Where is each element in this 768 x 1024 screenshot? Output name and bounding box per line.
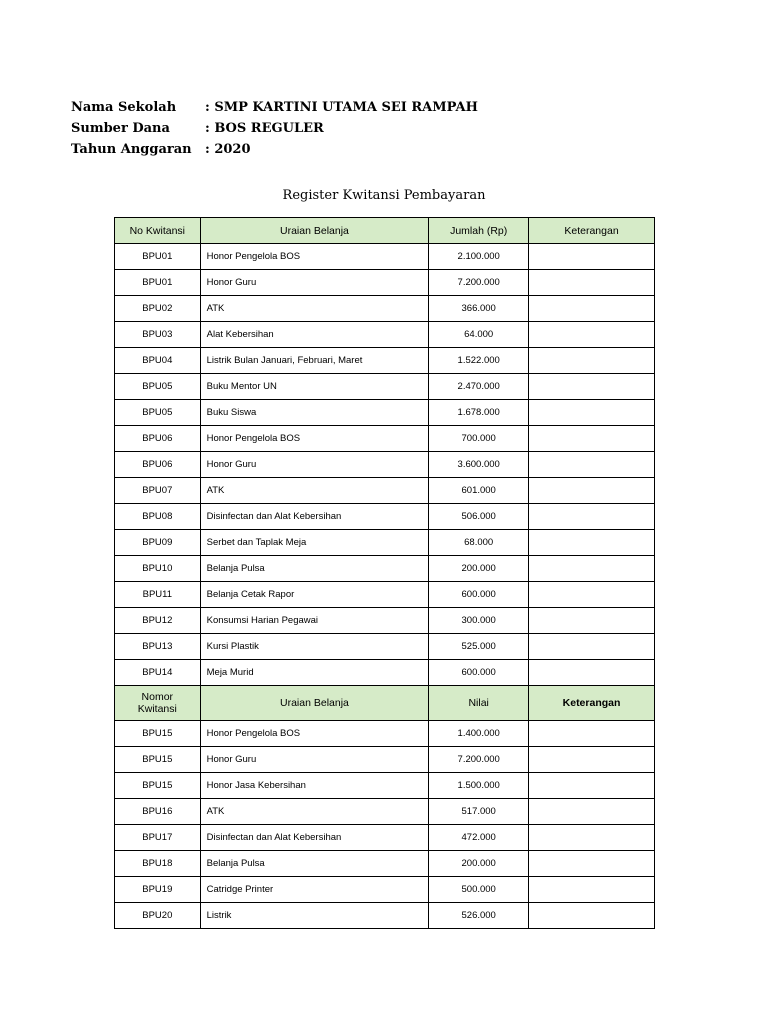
cell-receipt-no: BPU01 (115, 270, 201, 296)
cell-description: Listrik (200, 903, 429, 929)
info-row-year (71, 139, 478, 160)
cell-receipt-no: BPU09 (115, 530, 201, 556)
cell-amount: 1.500.000 (429, 773, 529, 799)
cell-notes (529, 478, 655, 504)
cell-description: Honor Guru (200, 452, 429, 478)
cell-receipt-no: BPU07 (115, 478, 201, 504)
cell-description: Meja Murid (200, 660, 429, 686)
cell-notes (529, 903, 655, 929)
col-header-description: Uraian Belanja (200, 218, 429, 244)
table-row (115, 296, 655, 322)
cell-amount: 525.000 (429, 634, 529, 660)
info-label: Tahun Anggaran (71, 142, 192, 157)
info-label: Sumber Dana (71, 121, 170, 136)
table-row (115, 721, 655, 747)
table-row (115, 244, 655, 270)
table-row (115, 322, 655, 348)
table-body-1 (115, 244, 655, 686)
cell-notes (529, 773, 655, 799)
cell-description: Belanja Pulsa (200, 556, 429, 582)
cell-amount: 7.200.000 (429, 747, 529, 773)
cell-amount: 517.000 (429, 799, 529, 825)
cell-notes (529, 374, 655, 400)
table-row (115, 270, 655, 296)
table-row (115, 348, 655, 374)
cell-amount: 700.000 (429, 426, 529, 452)
cell-notes (529, 348, 655, 374)
cell-description: Honor Guru (200, 270, 429, 296)
cell-description: Honor Pengelola BOS (200, 426, 429, 452)
cell-receipt-no: BPU06 (115, 452, 201, 478)
table-header-row (115, 218, 655, 244)
cell-description: ATK (200, 296, 429, 322)
cell-amount: 601.000 (429, 478, 529, 504)
cell-receipt-no: BPU18 (115, 851, 201, 877)
table-row (115, 877, 655, 903)
cell-amount: 200.000 (429, 556, 529, 582)
cell-receipt-no: BPU04 (115, 348, 201, 374)
cell-description: Belanja Pulsa (200, 851, 429, 877)
cell-receipt-no: BPU05 (115, 374, 201, 400)
cell-receipt-no: BPU15 (115, 721, 201, 747)
cell-amount: 200.000 (429, 851, 529, 877)
cell-description: Honor Pengelola BOS (200, 244, 429, 270)
cell-receipt-no: BPU11 (115, 582, 201, 608)
cell-description: Disinfectan dan Alat Kebersihan (200, 504, 429, 530)
table-row (115, 400, 655, 426)
table-row (115, 530, 655, 556)
cell-notes (529, 634, 655, 660)
cell-description: Catridge Printer (200, 877, 429, 903)
info-value: : BOS REGULER (205, 121, 324, 136)
cell-receipt-no: BPU12 (115, 608, 201, 634)
cell-amount: 300.000 (429, 608, 529, 634)
col-header-value: Nilai (429, 686, 529, 721)
cell-notes (529, 660, 655, 686)
cell-amount: 3.600.000 (429, 452, 529, 478)
cell-notes (529, 556, 655, 582)
cell-description: Disinfectan dan Alat Kebersihan (200, 825, 429, 851)
cell-description: Honor Pengelola BOS (200, 721, 429, 747)
cell-receipt-no: BPU14 (115, 660, 201, 686)
info-label: Nama Sekolah (71, 100, 177, 115)
cell-notes (529, 877, 655, 903)
cell-receipt-no: BPU02 (115, 296, 201, 322)
cell-notes (529, 426, 655, 452)
cell-amount: 472.000 (429, 825, 529, 851)
cell-receipt-no: BPU03 (115, 322, 201, 348)
table-row (115, 426, 655, 452)
cell-notes (529, 452, 655, 478)
cell-notes (529, 244, 655, 270)
cell-receipt-no: BPU10 (115, 556, 201, 582)
cell-description: Kursi Plastik (200, 634, 429, 660)
table-subheader-row (115, 686, 655, 721)
cell-description: Listrik Bulan Januari, Februari, Maret (200, 348, 429, 374)
col-header-no: No Kwitansi (115, 218, 201, 244)
cell-amount: 1.678.000 (429, 400, 529, 426)
cell-description: Buku Mentor UN (200, 374, 429, 400)
cell-amount: 2.470.000 (429, 374, 529, 400)
cell-description: Alat Kebersihan (200, 322, 429, 348)
cell-amount: 600.000 (429, 582, 529, 608)
cell-receipt-no: BPU15 (115, 747, 201, 773)
cell-amount: 366.000 (429, 296, 529, 322)
info-row-school (71, 97, 478, 118)
col-header-notes: Keterangan (529, 218, 655, 244)
table-row (115, 452, 655, 478)
cell-receipt-no: BPU08 (115, 504, 201, 530)
cell-notes (529, 721, 655, 747)
table-row (115, 825, 655, 851)
document-title: Register Kwitansi Pembayaran (282, 188, 486, 203)
table-row (115, 582, 655, 608)
table-body-2 (115, 721, 655, 929)
table-row (115, 478, 655, 504)
cell-receipt-no: BPU15 (115, 773, 201, 799)
table-row (115, 608, 655, 634)
cell-amount: 600.000 (429, 660, 529, 686)
table-subheader (115, 686, 655, 721)
cell-amount: 526.000 (429, 903, 529, 929)
cell-receipt-no: BPU01 (115, 244, 201, 270)
cell-amount: 1.522.000 (429, 348, 529, 374)
cell-receipt-no: BPU19 (115, 877, 201, 903)
cell-description: Serbet dan Taplak Meja (200, 530, 429, 556)
cell-notes (529, 608, 655, 634)
cell-amount: 506.000 (429, 504, 529, 530)
cell-amount: 1.400.000 (429, 721, 529, 747)
col-header-no: Nomor Kwitansi (115, 686, 201, 721)
cell-description: Buku Siswa (200, 400, 429, 426)
cell-receipt-no: BPU05 (115, 400, 201, 426)
info-value: : 2020 (205, 142, 251, 157)
cell-notes (529, 322, 655, 348)
cell-description: ATK (200, 478, 429, 504)
cell-notes (529, 270, 655, 296)
cell-description: Honor Guru (200, 747, 429, 773)
cell-description: ATK (200, 799, 429, 825)
cell-amount: 2.100.000 (429, 244, 529, 270)
cell-receipt-no: BPU17 (115, 825, 201, 851)
table-row (115, 504, 655, 530)
cell-description: Konsumsi Harian Pegawai (200, 608, 429, 634)
cell-receipt-no: BPU06 (115, 426, 201, 452)
table-row (115, 747, 655, 773)
school-info (71, 97, 478, 160)
info-row-fund (71, 118, 478, 139)
table-row (115, 851, 655, 877)
cell-receipt-no: BPU16 (115, 799, 201, 825)
cell-notes (529, 851, 655, 877)
table-row (115, 799, 655, 825)
receipt-register-table (114, 217, 655, 929)
cell-description: Belanja Cetak Rapor (200, 582, 429, 608)
cell-description: Honor Jasa Kebersihan (200, 773, 429, 799)
cell-notes (529, 504, 655, 530)
cell-notes (529, 825, 655, 851)
table-row (115, 903, 655, 929)
cell-notes (529, 530, 655, 556)
col-header-description: Uraian Belanja (200, 686, 429, 721)
cell-amount: 7.200.000 (429, 270, 529, 296)
col-header-amount: Jumlah (Rp) (429, 218, 529, 244)
cell-amount: 64.000 (429, 322, 529, 348)
cell-notes (529, 582, 655, 608)
cell-receipt-no: BPU20 (115, 903, 201, 929)
table-row (115, 556, 655, 582)
table-row (115, 660, 655, 686)
table-row (115, 634, 655, 660)
cell-notes (529, 296, 655, 322)
cell-notes (529, 747, 655, 773)
cell-notes (529, 799, 655, 825)
table-row (115, 773, 655, 799)
cell-amount: 500.000 (429, 877, 529, 903)
cell-amount: 68.000 (429, 530, 529, 556)
info-value: : SMP KARTINI UTAMA SEI RAMPAH (205, 100, 478, 115)
cell-notes (529, 400, 655, 426)
col-header-notes: Keterangan (529, 686, 655, 721)
cell-receipt-no: BPU13 (115, 634, 201, 660)
table-row (115, 374, 655, 400)
